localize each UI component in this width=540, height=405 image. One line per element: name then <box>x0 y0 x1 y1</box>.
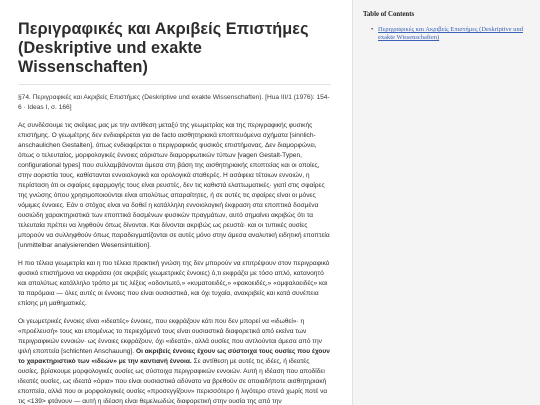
page-title <box>18 20 331 77</box>
citation: §74. Περιγραφικές και Ακριβείς Επιστήμες (Deskriptive und exakte Wissenschaften). [Hua III/1 (1976): 154-6 · Ideas I, σ. 166] <box>18 94 330 111</box>
toc-heading: Table of Contents <box>363 11 415 18</box>
page-title-line1: Περιγραφικές και Ακριβείς Επιστήμες <box>18 20 309 38</box>
paragraph-1: Ας συνδέσουμε τις σκέψεις μας με την αντίθεση μεταξύ της γεωμετρίας και της περιγραφικής φυσικής επιστήμης. Ο γεωμέτρης δεν ενδιαφέρεται για de facto αισθητηριακά εποπτευόμενα σχήματα [sinnlich-anschaulichen Gestalten], όπως ενδιαφέρεται ο περιγραφικός φυσικός επιστήμονας. Δεν διαμορφώνει, όπως ο τελευταίος, μορφολογικές έννοιες αόριστων διαμορφωτικών τύπων [vagen Gestalt-Typen, configurational types] που συλλαμβάνονται άμεσα στη βάση της αισθητηριακής εποπτείας και οι οποίες, στην αοριστία τους, καθίστανται εννοιολογικά και ορολογικά σταθερές. Η ασάφεια τέτοιων εννοιών, η περίσταση ότι οι σφαίρες εφαρμογής τους είναι ρευστές, δεν τις καθιστά ελαττωματικές· γιατί στις σφαίρες της γνώσης όπου χρησιμοποιούνται είναι απολύτως απαραίτητες, ή σε αυτές τις σφαίρες είναι οι μόνες νόμιμες έννοιες. Εάν ο στόχος είναι να δοθεί η κατάλληλη εννοιολογική έκφραση στα εποπτικά δοσμένα ουσιώδη χαρακτηριστικά των εποπτικά δοσμένων φυσικών πραγμάτων, αυτό σημαίνει ακριβώς ότι τα τελευταία πρέπει να ληφθούν όπως δίνονται. Και δίνονται ακριβώς ως ρευστά· και οι τυπικές ουσίες μπορούν να συλληφθούν όπως παραδειγματίζονται σε αυτές μόνο στην άμεσα αναλυτική ειδητική εποπτεία [unmittelbar analysierenden Wesensintuition]. <box>18 122 330 249</box>
page-title-line2: (Deskriptive und exakte Wissenschaften) <box>18 39 203 76</box>
paragraph-3-start: Οι γεωμετρικές έννοιες είναι «ιδεατές» έννοιες, που εκφράζουν κάτι που δεν μπορεί να «ιδωθεί»· η «προέλευσή» τους και επομένως το περιεχόμενό τους είναι ουσιαστικά διαφορετικά από εκείνα των περιγραφικών εννοιών· ως έννοιες εκφράζουν, όχι «ιδεατά», αλλά ουσίες που αντλούνται άμεσα από την ψιλή εποπτεία [schlichten Anschauung]. <box>18 318 322 355</box>
toc-link[interactable]: Περιγραφικές και Ακριβείς Επιστήμες (Deskriptive und exakte Wissenschaften) <box>378 26 524 41</box>
bullet-icon: • <box>371 26 374 33</box>
paragraph-3-bold: Οι ακριβείς έννοιες έχουν ως σύστοιχα τους ουσίες που έχουν το χαρακτηριστικό των «ιδεών» με την καντιανή έννοια. <box>18 348 330 365</box>
title-divider <box>18 84 331 85</box>
paragraph-2: Η πιο τέλεια γεωμετρία και η πιο τέλεια πρακτική γνώση της δεν μπορούν να επιτρέψουν στον περιγραφικό φυσικό επιστήμονα να εκφράσει (σε ακριβείς γεωμετρικές έννοιες) ό,τι εκφράζει με τόσο απλό, κατανοητό και απολύτως κατάλληλο τρόπο με τις λέξεις «οδοντωτό,» «κυματοειδές,» «φακοειδές,» «ομφαλοειδές» και τα παρόμοια — όλες αυτές οι έννοιες που είναι ουσιαστικά, και όχι τυχαία, ανακριβείς και κατά συνέπεια επίσης μη μαθηματικές. <box>18 260 330 307</box>
paragraph-3-end: Σε αντίθεση με αυτές τις ιδέες, ή ιδεατές ουσίες, βρίσκουμε μορφολογικές ουσίες ως σύστοιχα περιγραφικών εννοιών. Αυτή η ιδέαση που αποδίδει ιδεατές ουσίες, ως ιδεατά «όρια» που είναι ουσιαστικά αδύνατο να βρεθούν σε οποιαδήποτε αισθητηριακή εποπτεία, αλλά που οι μορφολογικές ουσίες «προσεγγίζουν» περισσότερο ή λιγότερο στενά χωρίς ποτέ να τις <139> φτάνουν — αυτή η ιδέαση είναι θεμελιωδώς διαφορετική στην ουσία της από την <box>18 358 328 405</box>
table-of-contents-panel <box>352 0 540 405</box>
paragraph-3 <box>18 317 331 405</box>
toc-list <box>363 26 532 42</box>
toc-item <box>371 26 532 42</box>
